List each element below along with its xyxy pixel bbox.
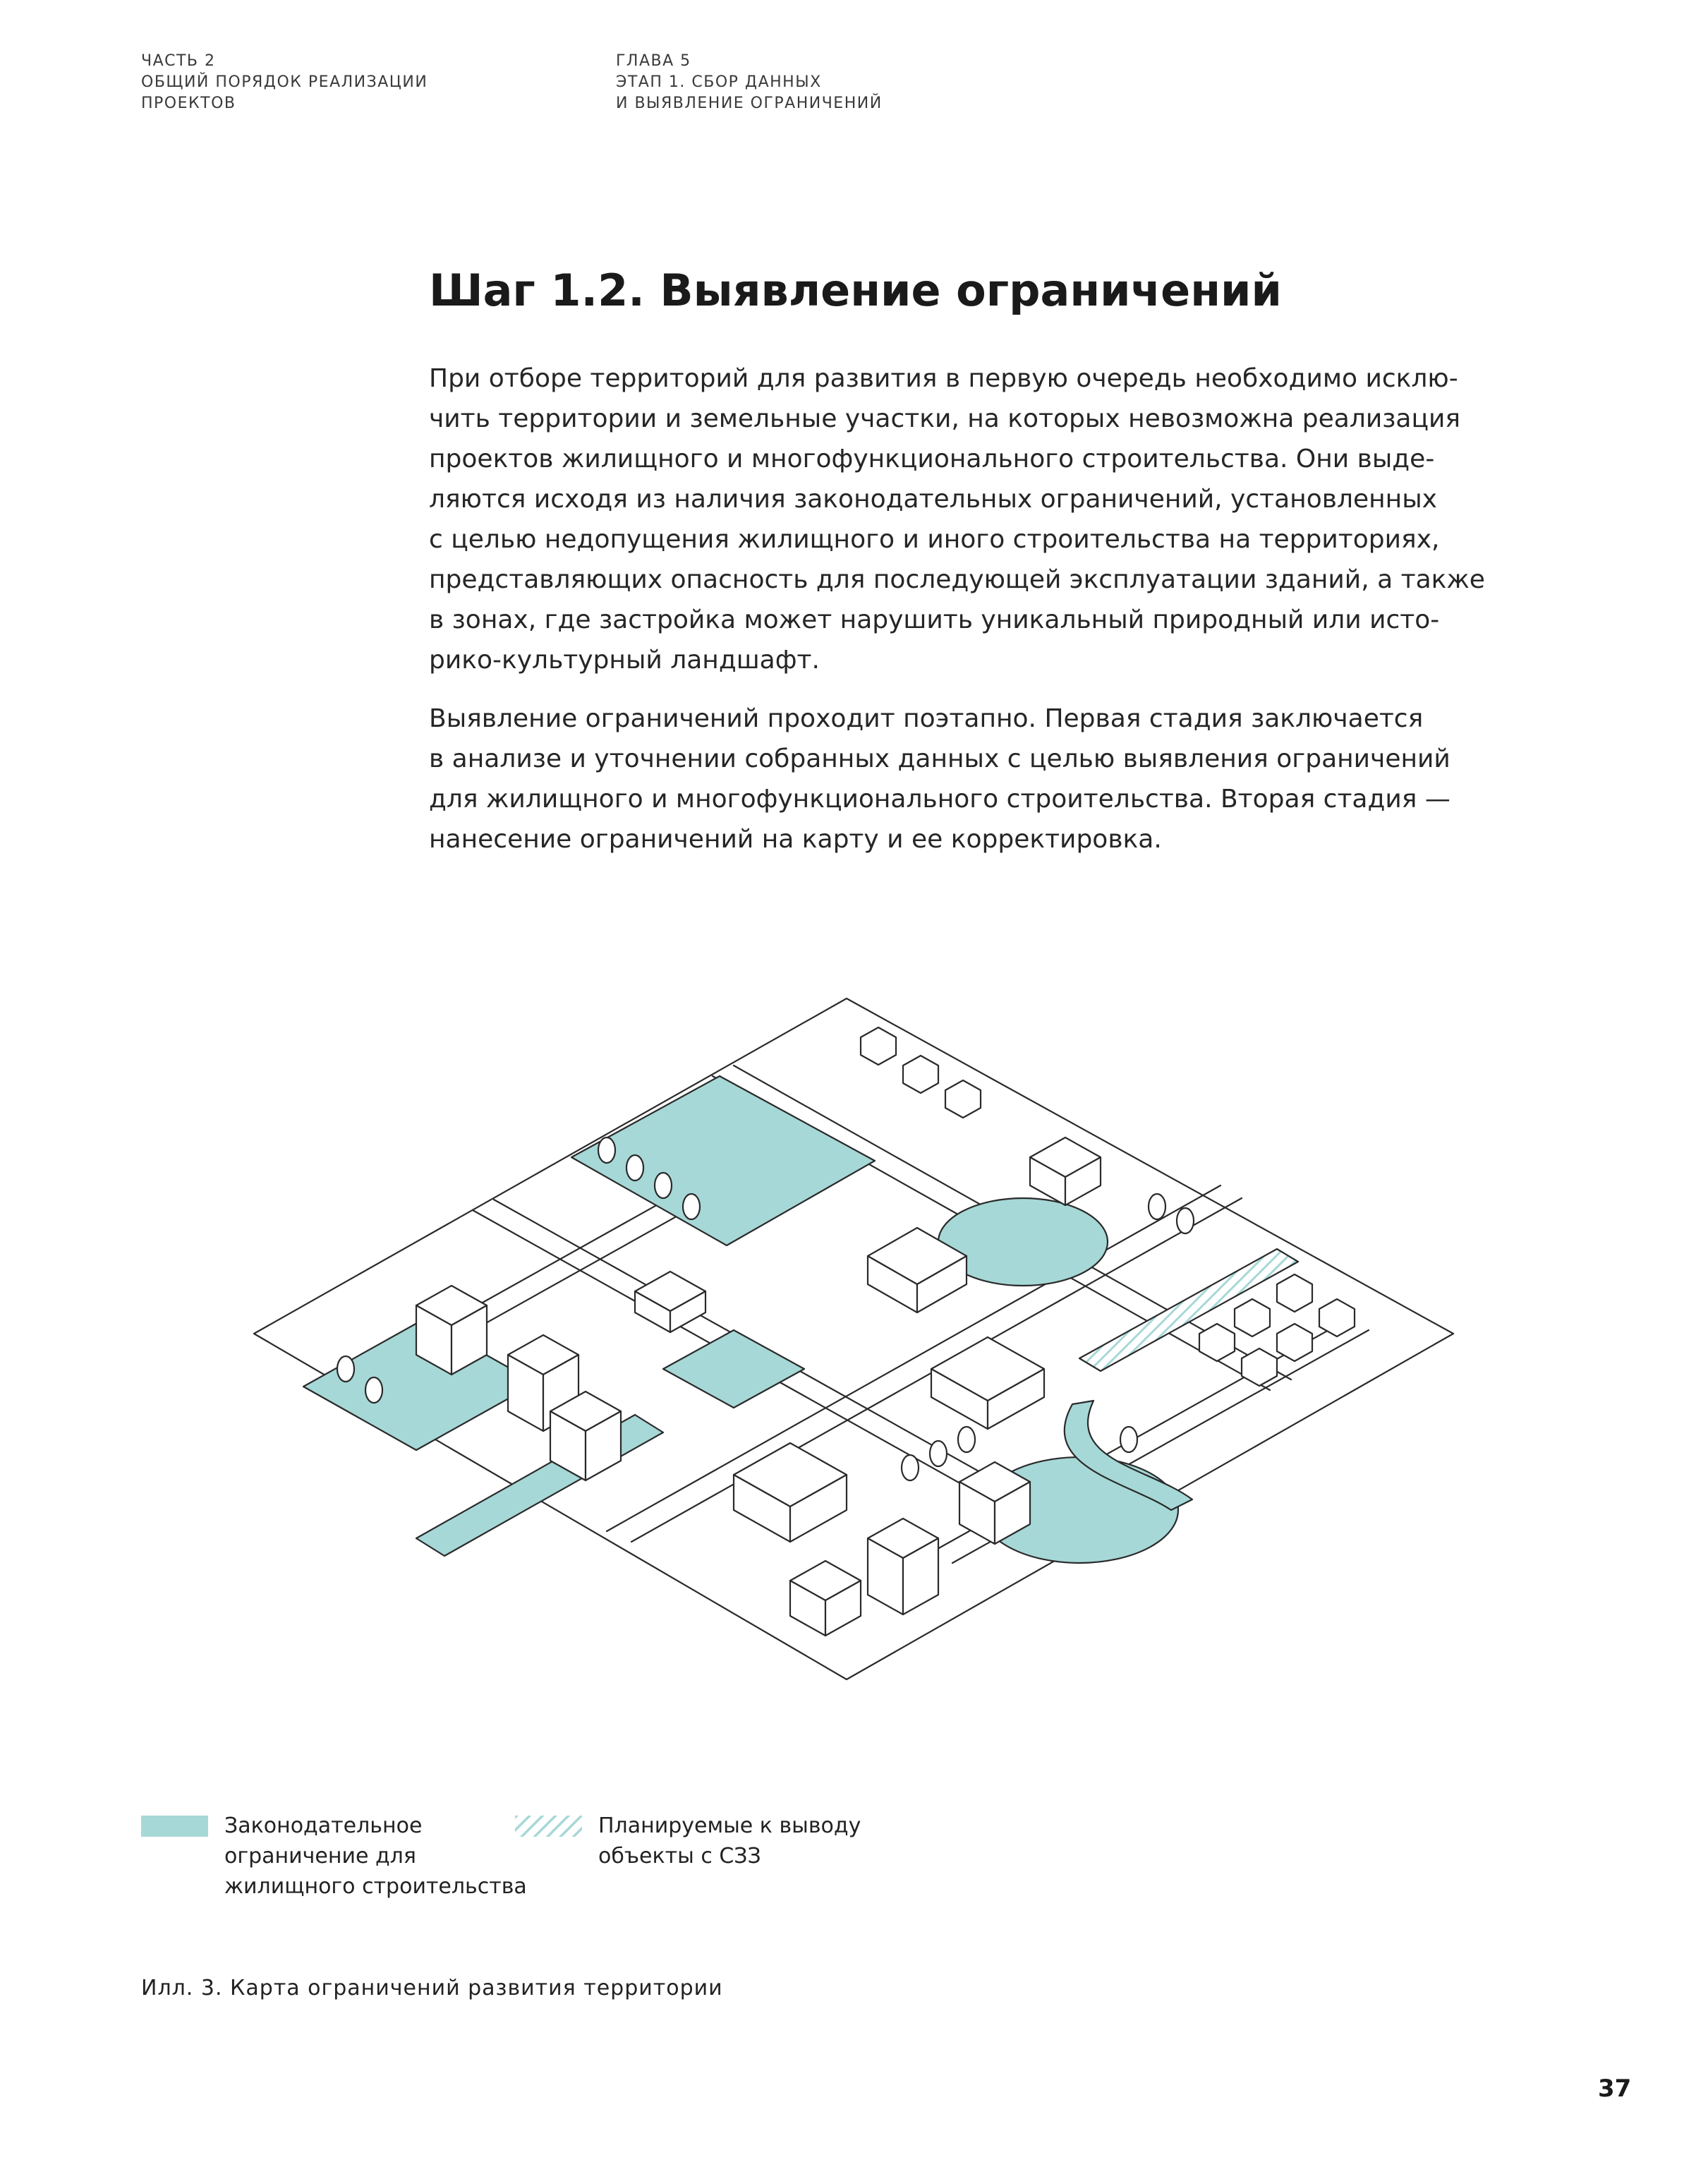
legend-line: жилищного строительства bbox=[224, 1874, 527, 1899]
page-number: 37 bbox=[1598, 2075, 1632, 2103]
legend-swatch-restriction bbox=[141, 1816, 208, 1837]
text-line: в зонах, где застройка может нарушить уникальный природный или исто- bbox=[429, 605, 1440, 634]
isometric-city-map bbox=[240, 974, 1467, 1694]
running-header-chapter bbox=[616, 51, 883, 114]
text-line: проектов жилищного и многофункционального строительства. Они выде- bbox=[429, 445, 1435, 473]
figure-caption: Илл. 3. Карта ограничений развития территории bbox=[141, 1976, 723, 2000]
legend-line: объекты с СЗЗ bbox=[598, 1844, 761, 1869]
text-line: рико-культурный ландшафт. bbox=[429, 646, 820, 675]
text-line: Выявление ограничений проходит поэтапно. Первая стадия заключается bbox=[429, 704, 1424, 733]
legend-line: Законодательное bbox=[224, 1813, 423, 1838]
text-line: в анализе и уточнении собранных данных с целью выявления ограничений bbox=[429, 744, 1450, 773]
header-left-line: ОБЩИЙ ПОРЯДОК РЕАЛИЗАЦИИ bbox=[141, 73, 428, 91]
header-left-line: ЧАСТЬ 2 bbox=[141, 52, 216, 70]
text-line: При отборе территорий для развития в первую очередь необходимо исклю- bbox=[429, 364, 1458, 393]
text-line: чить территории и земельные участки, на которых невозможна реализация bbox=[429, 404, 1461, 433]
body-paragraph bbox=[429, 699, 1450, 859]
header-left-line: ПРОЕКТОВ bbox=[141, 95, 236, 112]
legend-label-restriction bbox=[224, 1811, 527, 1902]
text-line: для жилищного и многофункционального строительства. Вторая стадия — bbox=[429, 785, 1450, 814]
text-line: представляющих опасность для последующей эксплуатации зданий, а также bbox=[429, 565, 1485, 594]
header-right-line: ГЛАВА 5 bbox=[616, 52, 691, 70]
body-paragraph bbox=[429, 358, 1485, 680]
text-line: с целью недопущения жилищного и иного строительства на территориях, bbox=[429, 525, 1440, 554]
text-line: ляются исходя из наличия законодательных ограничений, установленных bbox=[429, 485, 1437, 514]
legend-line: Планируемые к выводу bbox=[598, 1813, 861, 1838]
text-line: нанесение ограничений на карту и ее корректировка. bbox=[429, 825, 1162, 854]
section-title: Шаг 1.2. Выявление ограничений bbox=[429, 265, 1282, 316]
header-right-line: И ВЫЯВЛЕНИЕ ОГРАНИЧЕНИЙ bbox=[616, 95, 883, 112]
legend-line: ограничение для bbox=[224, 1844, 416, 1869]
header-right-line: ЭТАП 1. СБОР ДАННЫХ bbox=[616, 73, 822, 91]
running-header-part bbox=[141, 51, 428, 114]
legend-label-planned bbox=[598, 1811, 861, 1871]
